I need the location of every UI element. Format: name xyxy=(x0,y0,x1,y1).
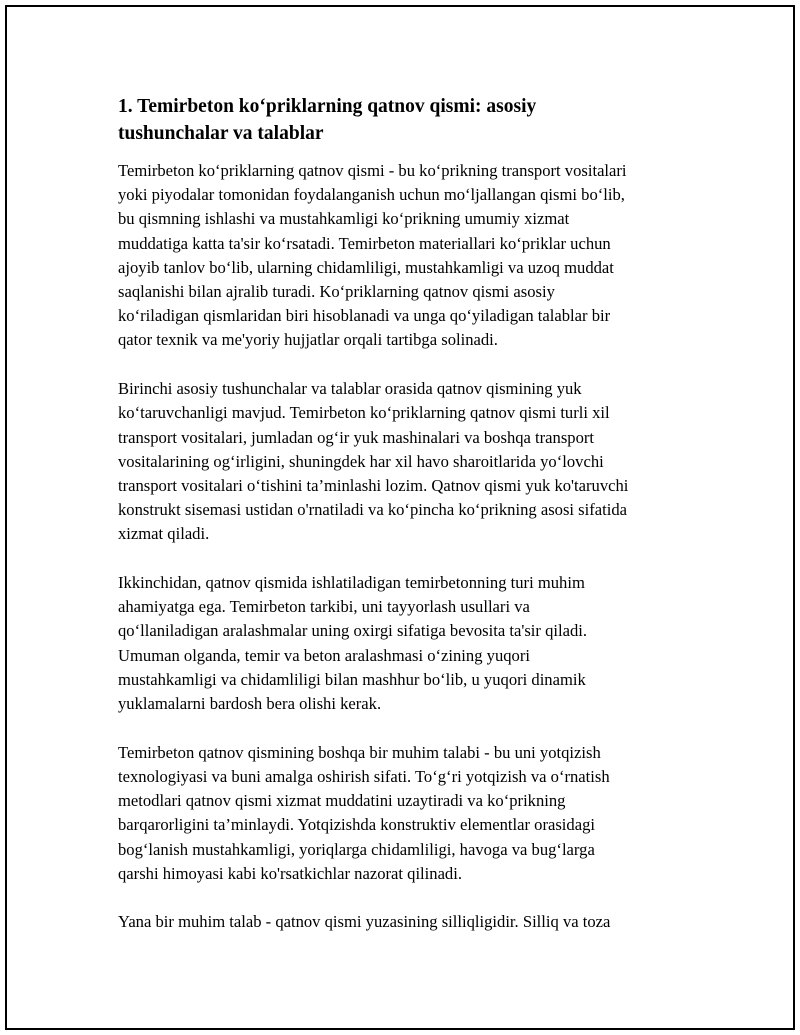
text-line: Umuman olganda, temir va beton aralashmasi o‘zining yuqori xyxy=(118,645,530,665)
text-line: ko‘taruvchanligi mavjud. Temirbeton ko‘priklarning qatnov qismi turli xil xyxy=(118,403,610,423)
paragraph-1 xyxy=(118,159,684,353)
text-line: Yana bir muhim talab - qatnov qismi yuzasining silliqligidir. Silliq va toza xyxy=(118,912,611,932)
text-line: texnologiyasi va buni amalga oshirish sifati. To‘g‘ri yotqizish va o‘rnatish xyxy=(118,766,610,786)
text-line: Birinchi asosiy tushunchalar va talablar orasida qatnov qismining yuk xyxy=(118,379,582,399)
text-line: transport vositalari, jumladan og‘ir yuk mashinalari va boshqa transport xyxy=(118,427,595,447)
text-line: ahamiyatga ega. Temirbeton tarkibi, uni tayyorlash usullari va xyxy=(118,597,530,617)
text-line: ko‘riladigan qismlaridan biri hisoblanadi va unga qo‘yiladigan talablar bir xyxy=(118,306,611,326)
text-line: bog‘lanish mustahkamligi, yoriqlarga chidamliligi, havoga va bug‘larga xyxy=(118,839,595,859)
text-line: Temirbeton qatnov qismining boshqa bir muhim talabi - bu uni yotqizish xyxy=(118,742,601,762)
paragraph-5 xyxy=(118,910,684,934)
text-line: Ikkinchidan, qatnov qismida ishlatiladigan temirbetonning turi muhim xyxy=(118,573,585,593)
paragraph-3 xyxy=(118,571,684,716)
text-line: yuklamalarni bardosh bera olishi kerak. xyxy=(118,694,382,714)
text-line: mustahkamligi va chidamliligi bilan mashhur bo‘lib, u yuqori dinamik xyxy=(118,669,586,689)
heading-line: tushunchalar va talablar xyxy=(118,123,324,144)
text-line: bu qismning ishlashi va mustahkamligi ko‘prikning umumiy xizmat xyxy=(118,209,570,229)
text-line: konstrukt sisemasi ustidan o'rnatiladi va ko‘pincha ko‘prikning asosi sifatida xyxy=(118,500,628,520)
text-line: transport vositalari o‘tishini ta’minlashi lozim. Qatnov qismi yuk ko'taruvchi xyxy=(118,475,629,495)
text-line: ajoyib tanlov bo‘lib, ularning chidamliligi, mustahkamligi va uzoq muddat xyxy=(118,257,614,277)
paragraph-4 xyxy=(118,741,684,886)
text-line: qator texnik va me'yoriy hujjatlar orqali tartibga solinadi. xyxy=(118,330,498,350)
text-line: metodlari qatnov qismi xizmat muddatini uzaytiradi va ko‘prikning xyxy=(118,791,566,811)
text-line: xizmat qiladi. xyxy=(118,524,210,544)
section-heading xyxy=(118,93,684,147)
heading-line: 1. Temirbeton ko‘priklarning qatnov qismi: asosiy xyxy=(118,96,537,117)
text-line: qo‘llaniladigan aralashmalar uning oxirgi sifatiga bevosita ta'sir qiladi. xyxy=(118,621,588,641)
text-line: yoki piyodalar tomonidan foydalanganish uchun mo‘ljallangan qismi bo‘lib, xyxy=(118,185,625,205)
text-line: vositalarining og‘irligini, shuningdek har xil havo sharoitlarida yo‘lovchi xyxy=(118,451,604,471)
paragraph-2 xyxy=(118,377,684,546)
text-line: barqarorligini ta’minlaydi. Yotqizishda konstruktiv elementlar orasidagi xyxy=(118,815,595,835)
document-body xyxy=(118,93,684,959)
text-line: qarshi himoyasi kabi ko'rsatkichlar nazorat qilinadi. xyxy=(118,863,462,883)
text-line: muddatiga katta ta'sir ko‘rsatadi. Temirbeton materiallari ko‘priklar uchun xyxy=(118,233,611,253)
text-line: saqlanishi bilan ajralib turadi. Ko‘priklarning qatnov qismi asosiy xyxy=(118,282,555,302)
text-line: Temirbeton ko‘priklarning qatnov qismi - bu ko‘prikning transport vositalari xyxy=(118,161,627,180)
